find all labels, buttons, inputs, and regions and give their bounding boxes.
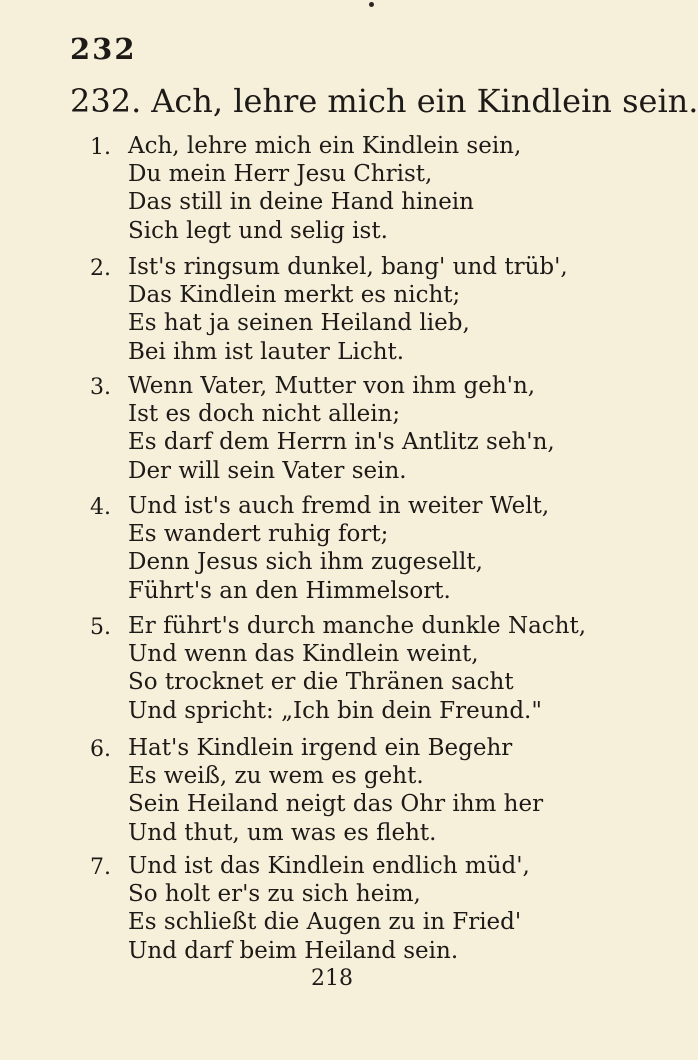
verse-line: Und ist's auch fremd in weiter Welt, — [128, 493, 550, 519]
verse-line: Führt's an den Himmelsort. — [128, 578, 451, 604]
verse-line: Ist's ringsum dunkel, bang' und trüb', — [128, 254, 568, 280]
verse-line: Hat's Kindlein irgend ein Begehr — [128, 735, 513, 761]
verse-line: Sein Heiland neigt das Ohr ihm her — [128, 791, 544, 817]
verse-line: Du mein Herr Jesu Christ, — [128, 161, 433, 187]
verse-line: Sich legt und selig ist. — [128, 218, 388, 244]
verse-line: Und ist das Kindlein endlich müd', — [128, 853, 530, 879]
verse-number: 7. — [90, 855, 111, 880]
header-hymn-number: 232 — [70, 32, 137, 66]
page-number: 218 — [311, 966, 353, 991]
verse-number: 5. — [90, 615, 111, 640]
verse-line: Wenn Vater, Mutter von ihm geh'n, — [128, 373, 536, 399]
ink-dot — [369, 2, 374, 7]
verse-line: Und spricht: „Ich bin dein Freund." — [128, 698, 542, 724]
verse-line: Es wandert ruhig fort; — [128, 521, 389, 547]
hymn-title: Ach, lehre mich ein Kindlein sein. — [151, 82, 698, 120]
verse-line: Ach, lehre mich ein Kindlein sein, — [128, 133, 522, 159]
verse-line: Es schließt die Augen zu in Fried' — [128, 909, 522, 935]
verse-line: Es hat ja seinen Heiland lieb, — [128, 310, 470, 336]
verse-line: Es darf dem Herrn in's Antlitz seh'n, — [128, 429, 555, 455]
verse-number: 1. — [90, 135, 111, 160]
verse-line: Das still in deine Hand hinein — [128, 189, 474, 215]
verse-line: Es weiß, zu wem es geht. — [128, 763, 424, 789]
verse-line: Der will sein Vater sein. — [128, 458, 407, 484]
verse-line: Das Kindlein merkt es nicht; — [128, 282, 461, 308]
verse-line: Und darf beim Heiland sein. — [128, 938, 459, 964]
verse-line: So holt er's zu sich heim, — [128, 881, 421, 907]
hymn-title-line — [70, 82, 698, 120]
verse-line: Bei ihm ist lauter Licht. — [128, 339, 405, 365]
hymn-number: 232. — [70, 82, 142, 120]
verse-number: 2. — [90, 256, 111, 281]
verse-line: Ist es doch nicht allein; — [128, 401, 401, 427]
verse-number: 6. — [90, 737, 111, 762]
verse-line: Und thut, um was es fleht. — [128, 820, 437, 846]
verse-number: 4. — [90, 495, 111, 520]
verse-line: Und wenn das Kindlein weint, — [128, 641, 479, 667]
verse-line: Er führt's durch manche dunkle Nacht, — [128, 613, 587, 639]
verse-line: So trocknet er die Thränen sacht — [128, 669, 514, 695]
verse-line: Denn Jesus sich ihm zugesellt, — [128, 549, 483, 575]
verse-number: 3. — [90, 375, 111, 400]
